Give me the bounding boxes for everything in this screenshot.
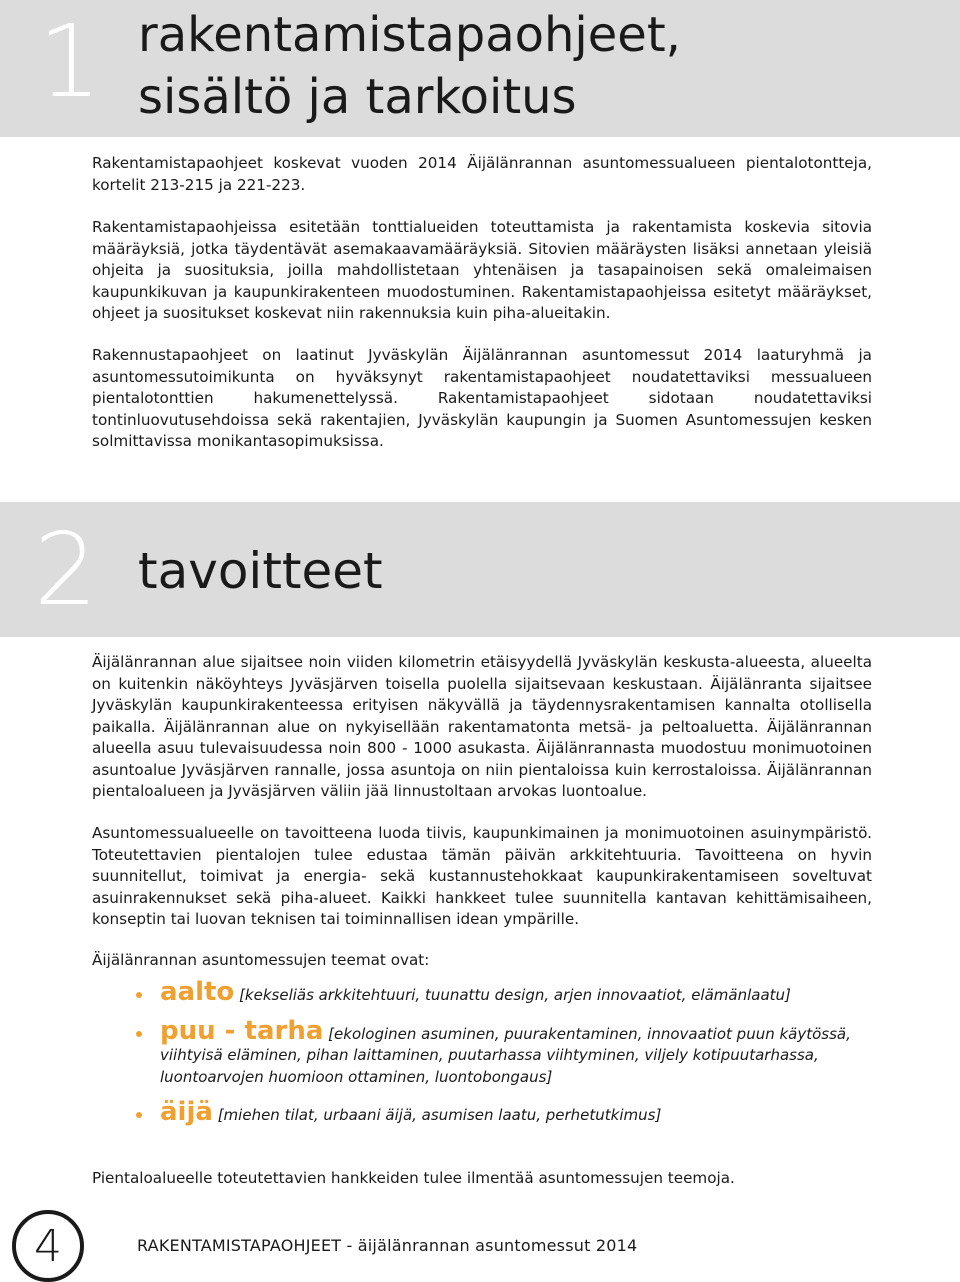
page-number: 4: [34, 1220, 62, 1272]
theme-name: puu - tarha: [160, 1015, 324, 1046]
themes-intro: Äijälänrannan asuntomessujen teemat ovat:: [92, 951, 430, 969]
section-1-title: rakentamistapaohjeet, sisältö ja tarkoitus: [138, 7, 681, 125]
theme-item-aija: [136, 1097, 876, 1127]
bullet-icon: [136, 1031, 142, 1037]
section-1-paragraph-2: Rakentamistapaohjeissa esitetään tonttialueiden toteuttamista ja rakentamista koskevia sitovia määräyksiä, jotka täydentävät asemakaavamääräyksiä. Sitovien määräysten lisäksi annetaan yleisiä ohjeita ja suosituksia, joilla mahdollistetaan yhtenäisen ja tasapainoisen sekä omaleimaisen kaupunkikuvan ja kaupunkirakenteen muodostuminen. Rakentamistapaohjeissa esitetyt määräykset, ohjeet ja suositukset koskevat niin rakennuksia kuin piha-alueitakin.: [92, 218, 872, 322]
section-2-title: tavoitteet: [138, 542, 383, 600]
theme-item-aalto: [136, 977, 876, 1007]
theme-item-puu-tarha: [136, 1015, 876, 1089]
theme-name: äijä: [160, 1097, 213, 1127]
section-1-paragraph-1: Rakentamistapaohjeet koskevat vuoden 2014 Äijälänrannan asuntomessualueen pientalotontteja, kortelit 213-215 ja 221-223.: [92, 154, 872, 194]
section-1-number: 1: [38, 3, 102, 120]
section-2-number: 2: [34, 511, 98, 628]
themes-list: [136, 977, 876, 1141]
section-2-closing: Pientaloalueelle toteutettavien hankkeiden tulee ilmentää asuntomessujen teemoja.: [92, 1169, 735, 1187]
footer-text: RAKENTAMISTAPAOHJEET - äijälänrannan asuntomessut 2014: [137, 1236, 638, 1255]
section-1-paragraph-3: Rakennustapaohjeet on laatinut Jyväskylän Äijälänrannan asuntomessut 2014 laaturyhmä ja asuntomessutoimikunta on hyväksynyt rakentamistapaohjeet noudatettaviksi messualueen pientalotonttien hakumenettelyssä. Rakentamistapaohjeet sidotaan noudatettaviksi tontinluovutusehdoissa sekä rakentajien, Jyväskylän kaupungin ja Suomen Asuntomessujen kesken solmittavissa monikantasopimuksissa.: [92, 346, 872, 450]
bullet-icon: [136, 992, 142, 998]
theme-description: [kekseliäs arkkitehtuuri, tuunattu design, arjen innovaatiot, elämänlaatu]: [239, 986, 791, 1004]
bullet-icon: [136, 1112, 142, 1118]
theme-description: [miehen tilat, urbaani äijä, asumisen laatu, perhetutkimus]: [217, 1106, 662, 1124]
section-2-paragraph-2: Asuntomessualueelle on tavoitteena luoda tiivis, kaupunkimainen ja monimuotoinen asuinympäristö. Toteutettavien pientalojen tulee edustaa tämän päivän arkkitehtuuria. Tavoitteena on hyvin suunnitellut, toimivat ja energia- sekä kustannustehokkaat kaupunkirakentamiseen soveltuvat asuinrakennukset sekä piha-alueet. Kaikki hankkeet tulee suunnitella kantavan kehittämisaiheen, konseptin tai luovan teknisen tai toiminnallisen idean ympärille.: [92, 824, 872, 928]
section-2-paragraph-1: Äijälänrannan alue sijaitsee noin viiden kilometrin etäisyydellä Jyväskylän keskusta-alueesta, alueelta on kuitenkin näköyhteys Jyväsjärven toisella puolella sijaitsevaan keskustaan. Äijälänranta sijaitsee Jyväskylän kaupunkirakenteessa erityisen näkyvällä ja täydennysrakentamisen kannalta otollisella paikalla. Äijälänrannan alue on nykyisellään rakentamatonta metsä- ja peltoaluetta. Äijälänrannan alueella asuu tulevaisuudessa noin 800 - 1000 asukasta. Äijälänrannasta muodostuu monimuotoinen asuntoalue Jyväsjärven rannalle, jossa asuntoja on niin pientaloissa kuin kerrostaloissa. Äijälänrannan pientaloalueen ja Jyväsjärven väliin jää linnustoltaan arvokas luontoalue.: [92, 653, 872, 800]
theme-name: aalto: [160, 977, 235, 1007]
theme-description: [ekologinen asuminen, puurakentaminen, innovaatiot puun käytössä, viihtyisä eläminen, pihan laittaminen, puutarhassa viihtyminen, viljely kotipuutarhassa, luontoarvojen huomioon ottaminen, luontobongaus]: [160, 1024, 851, 1086]
page-number-badge: [12, 1210, 84, 1282]
